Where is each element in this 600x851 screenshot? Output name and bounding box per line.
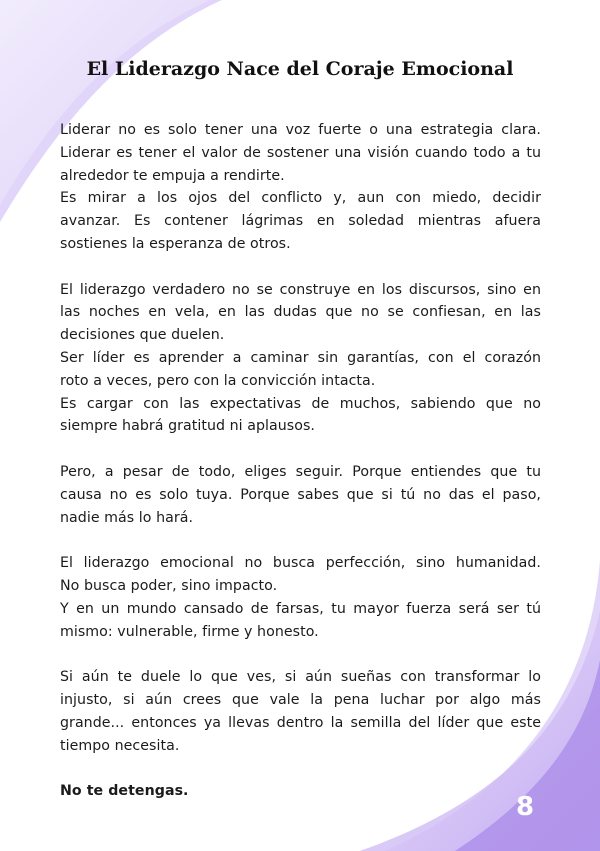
paragraph: [60, 119, 541, 256]
text-line: decisiones que duelen.: [60, 327, 225, 344]
text-line: Si aún te duele lo que ves, si aún sueñas con transformar lo: [60, 669, 541, 686]
text-line: El liderazgo emocional no busca perfección, sino humanidad.: [60, 555, 541, 572]
closing-line: No te detengas.: [60, 783, 189, 800]
text-line: El liderazgo verdadero no se construye en los discursos, sino en: [60, 281, 541, 298]
text-line: causa no es solo tuya. Porque sabes que si tú no das el paso,: [60, 486, 541, 503]
text-line: alrededor te empuja a rendirte.: [60, 167, 285, 184]
page-number: 8: [515, 792, 535, 822]
text-line: Liderar es tener el valor de sostener una visión cuando todo a tu: [60, 144, 541, 161]
text-line: Pero, a pesar de todo, eliges seguir. Porque entiendes que tu: [60, 463, 541, 480]
text-line: mismo: vulnerable, firme y honesto.: [60, 623, 319, 640]
text-line: Es mirar a los ojos del conflicto y, aun con miedo, decidir: [60, 190, 541, 207]
text-line: Liderar no es solo tener una voz fuerte o una estrategia clara.: [60, 122, 541, 138]
text-line: grande... entonces ya llevas dentro la semilla del líder que este: [60, 714, 541, 731]
paragraph: [60, 666, 541, 757]
paragraph: [60, 552, 541, 643]
text-line: avanzar. Es contener lágrimas en soledad mientras afuera: [60, 213, 541, 230]
paragraph: [60, 279, 541, 439]
text-line: roto a veces, pero con la convicción intacta.: [60, 372, 376, 389]
text-line: Y en un mundo cansado de farsas, tu mayor fuerza será ser tú: [60, 600, 541, 617]
text-line: Es cargar con las expectativas de muchos, sabiendo que no: [60, 395, 541, 412]
text-line: No busca poder, sino impacto.: [60, 577, 278, 594]
body-text: [60, 119, 541, 826]
text-line: siempre habrá gratitud ni aplausos.: [60, 418, 315, 435]
text-line: Ser líder es aprender a caminar sin garantías, con el corazón: [60, 349, 541, 366]
text-line: las noches en vela, en las dudas que no se confiesan, en las: [60, 304, 541, 321]
text-line: nadie más lo hará.: [60, 509, 194, 526]
page-title: El Liderazgo Nace del Coraje Emocional: [86, 58, 514, 80]
text-line: injusto, si aún crees que vale la pena luchar por algo más: [60, 691, 541, 708]
paragraph: [60, 461, 541, 529]
text-line: tiempo necesita.: [60, 737, 180, 754]
text-line: sostienes la esperanza de otros.: [60, 235, 291, 252]
